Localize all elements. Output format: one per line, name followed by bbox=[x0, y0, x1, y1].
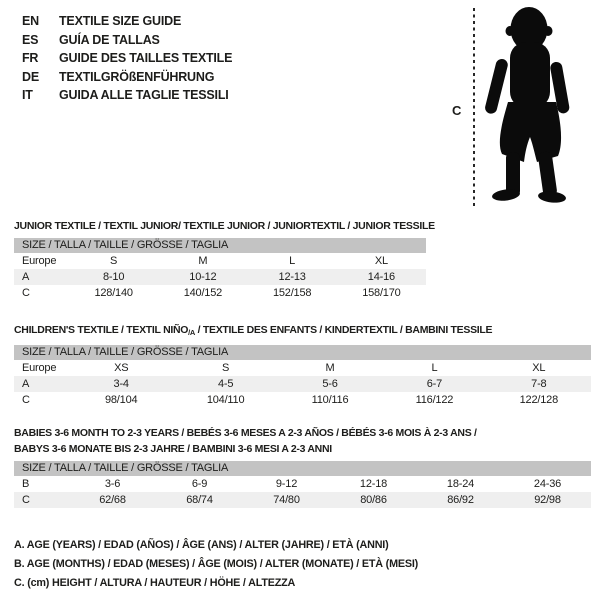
size-value-cell: 128/140 bbox=[94, 287, 133, 299]
size-value-cell: 12-18 bbox=[359, 478, 388, 490]
row-label-cell: A bbox=[22, 378, 30, 390]
size-value-cell: 86/92 bbox=[447, 494, 474, 506]
table-title-text: CHILDREN'S TEXTILE / TEXTIL NIÑO bbox=[14, 324, 189, 336]
size-value-cell: 80/86 bbox=[360, 494, 387, 506]
row-label-cell: A bbox=[22, 271, 30, 283]
size-value-cell: M bbox=[325, 362, 335, 374]
size-value-cell: 3-4 bbox=[113, 378, 129, 390]
language-code: ES bbox=[22, 32, 39, 47]
table-title-line bbox=[14, 441, 591, 457]
table-row bbox=[14, 392, 591, 408]
size-value-cell: 158/170 bbox=[362, 287, 401, 299]
size-value-cell: 8-10 bbox=[103, 271, 125, 283]
table-title bbox=[14, 425, 591, 457]
size-value-cell: XL bbox=[374, 255, 388, 267]
size-value-cell: M bbox=[198, 255, 208, 267]
row-label-cell: C bbox=[22, 287, 30, 299]
legend-note: C. (cm) HEIGHT / ALTURA / HAUTEUR / HÖHE / ALTEZZA bbox=[14, 577, 296, 589]
size-value-cell: 92/98 bbox=[534, 494, 561, 506]
row-label-cell: B bbox=[22, 478, 30, 490]
size-value-cell: 98/104 bbox=[104, 394, 138, 406]
size-header-bar: SIZE / TALLA / TAILLE / GRÖSSE / TAGLIA bbox=[14, 345, 591, 360]
size-value-cell: XL bbox=[532, 362, 546, 374]
language-row bbox=[22, 31, 232, 50]
size-value-cell: 68/74 bbox=[186, 494, 213, 506]
height-measure-label: C bbox=[452, 103, 462, 118]
legend-note: A. AGE (YEARS) / EDAD (AÑOS) / ÂGE (ANS) / ALTER (JAHRE) / ETÀ (ANNI) bbox=[14, 539, 389, 551]
size-value-cell: 14-16 bbox=[367, 271, 395, 283]
size-value-cell: 104/110 bbox=[206, 394, 245, 406]
legend-note: B. AGE (MONTHS) / EDAD (MESES) / ÂGE (MOIS) / ALTER (MONATE) / ETÀ (MESI) bbox=[14, 558, 419, 570]
table-title-text: BABYS 3-6 MONATE BIS 2-3 JAHRE / BAMBINI 3-6 MESI A 2-3 ANNI bbox=[14, 443, 332, 455]
table-row bbox=[14, 476, 591, 492]
table-row bbox=[14, 360, 591, 376]
size-value-cell: 24-36 bbox=[533, 478, 562, 490]
language-title-list bbox=[22, 12, 232, 105]
size-value-cell: XS bbox=[114, 362, 129, 374]
table-title-text: JUNIOR TEXTILE / TEXTIL JUNIOR/ TEXTILE JUNIOR / JUNIORTEXTIL / JUNIOR TESSILE bbox=[14, 220, 435, 232]
table-title-text: /A bbox=[188, 328, 196, 337]
language-title: GUIDA ALLE TAGLIE TESSILI bbox=[59, 88, 229, 102]
language-title: TEXTILGRÖßENFÜHRUNG bbox=[59, 69, 215, 84]
table-title-text: BABIES 3-6 MONTH TO 2-3 YEARS / BEBÉS 3-6 MESES A 2-3 AÑOS / BÉBÉS 3-6 MOIS À 2-3 ANS / bbox=[14, 427, 477, 439]
language-title: GUIDE DES TAILLES TEXTILE bbox=[59, 51, 233, 65]
table-row bbox=[14, 285, 426, 301]
language-title: GUÍA DE TALLAS bbox=[59, 32, 160, 47]
legend-notes bbox=[14, 536, 418, 593]
size-value-cell: 116/122 bbox=[415, 394, 454, 406]
table-title-line bbox=[14, 425, 591, 441]
size-value-cell: 5-6 bbox=[322, 378, 338, 390]
size-value-cell: 9-12 bbox=[275, 478, 298, 490]
size-value-cell: 7-8 bbox=[531, 378, 547, 390]
language-code: FR bbox=[22, 51, 39, 65]
table-title bbox=[14, 322, 591, 341]
language-row bbox=[22, 49, 232, 68]
table-row bbox=[14, 269, 426, 285]
size-value-cell: 6-9 bbox=[191, 478, 208, 490]
table-title-line bbox=[14, 322, 591, 341]
table-row bbox=[14, 253, 426, 269]
language-code: EN bbox=[22, 14, 39, 28]
row-label-cell: Europe bbox=[22, 255, 57, 267]
language-code: IT bbox=[22, 88, 33, 102]
size-value-cell: 3-6 bbox=[104, 478, 121, 490]
size-value-cell: 74/80 bbox=[273, 494, 300, 506]
size-header-bar: SIZE / TALLA / TAILLE / GRÖSSE / TAGLIA bbox=[14, 461, 591, 476]
size-value-cell: 10-12 bbox=[189, 271, 217, 283]
size-value-cell: 18-24 bbox=[446, 478, 475, 490]
row-label-cell: Europe bbox=[22, 362, 57, 374]
size-header-bar: SIZE / TALLA / TAILLE / GRÖSSE / TAGLIA bbox=[14, 238, 426, 253]
junior-textile-section bbox=[14, 218, 435, 301]
table-title bbox=[14, 218, 435, 234]
size-value-cell: 152/158 bbox=[272, 287, 312, 299]
toddler-silhouette-icon bbox=[482, 4, 574, 206]
size-value-cell: 110/116 bbox=[311, 394, 349, 406]
size-value-cell: 140/152 bbox=[183, 287, 223, 299]
size-value-cell: 6-7 bbox=[426, 378, 443, 390]
language-code: DE bbox=[22, 69, 39, 84]
size-value-cell: 122/128 bbox=[519, 394, 559, 406]
babies-textile-section bbox=[14, 425, 591, 508]
language-row bbox=[22, 86, 232, 105]
table-title-line bbox=[14, 218, 435, 234]
size-value-cell: S bbox=[110, 255, 118, 267]
language-title: TEXTILE SIZE GUIDE bbox=[59, 14, 182, 28]
language-row bbox=[22, 68, 232, 87]
table-title-text: / TEXTILE DES ENFANTS / KINDERTEXTIL / BAMBINI TESSILE bbox=[195, 324, 493, 336]
table-row bbox=[14, 376, 591, 392]
childrens-textile-section bbox=[14, 322, 591, 408]
language-row bbox=[22, 12, 232, 31]
size-value-cell: L bbox=[431, 362, 438, 374]
size-value-cell: 4-5 bbox=[217, 378, 234, 390]
size-value-cell: 62/68 bbox=[99, 494, 126, 506]
size-value-cell: S bbox=[222, 362, 230, 374]
row-label-cell: C bbox=[22, 394, 30, 406]
size-value-cell: 12-13 bbox=[278, 271, 306, 283]
size-value-cell: L bbox=[289, 255, 296, 267]
table-row bbox=[14, 492, 591, 508]
row-label-cell: C bbox=[22, 494, 30, 506]
height-dotted-line bbox=[473, 8, 475, 208]
